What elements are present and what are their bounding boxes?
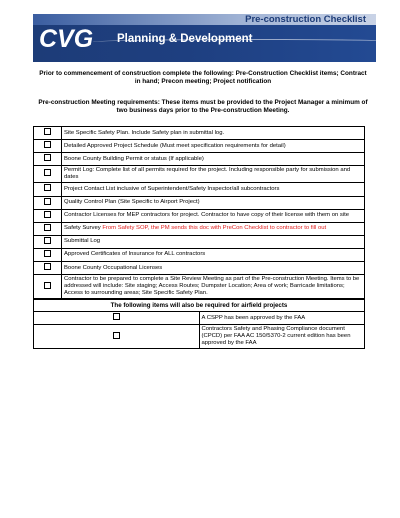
checkbox-cell	[34, 325, 200, 349]
checkbox[interactable]	[44, 141, 51, 148]
item-cell	[62, 153, 365, 166]
checklist-row	[34, 140, 365, 153]
item-cell	[62, 196, 365, 209]
checkbox-cell	[34, 127, 62, 140]
checkbox[interactable]	[44, 224, 51, 231]
checklist-row	[34, 312, 365, 325]
checkbox-cell	[34, 275, 62, 299]
checkbox[interactable]	[44, 211, 51, 218]
checklist-row	[34, 222, 365, 235]
checklist-row	[34, 153, 365, 166]
cvg-logo: CVG	[39, 25, 94, 53]
item-text: Permit Log: Complete list of all permits required for the project. Including responsible party for submission and dates	[64, 167, 351, 181]
airfield-table	[33, 299, 365, 349]
item-cell	[62, 235, 365, 248]
checkbox-cell	[34, 248, 62, 261]
checkbox-cell	[34, 312, 200, 325]
checkbox-cell	[34, 183, 62, 196]
item-cell	[62, 262, 365, 275]
item-cell	[199, 325, 365, 349]
checklist-row	[34, 262, 365, 275]
checkbox[interactable]	[113, 313, 120, 320]
checkbox-cell	[34, 235, 62, 248]
item-cell	[62, 275, 365, 299]
checkbox[interactable]	[44, 128, 51, 135]
item-text: Contractor Licenses for MEP contractors for project. Contractor to have copy of their license with them on site	[64, 212, 350, 219]
item-text: Detailed Approved Project Schedule (Must meet specification requirements for detail)	[64, 142, 286, 149]
item-cell	[62, 127, 365, 140]
item-cell	[62, 248, 365, 261]
checkbox-cell	[34, 262, 62, 275]
item-text: Project Contact List inclusive of Superintendent/Safety Inspector/all subcontractors	[64, 185, 280, 192]
item-text: Approved Certificates of Insurance for ALL contractors	[64, 251, 206, 258]
checkbox[interactable]	[113, 332, 120, 339]
checklist-row	[34, 235, 365, 248]
checklist-row	[34, 183, 365, 196]
checklist-row	[34, 275, 365, 299]
checkbox-cell	[34, 209, 62, 222]
airfield-heading: The following items will also be required for airfield projects	[34, 300, 365, 312]
item-text: Quality Control Plan (Site Specific to Airport Project)	[64, 199, 200, 206]
item-cell	[62, 209, 365, 222]
item-text: Site Specific Safety Plan. Include Safety plan in submittal log.	[64, 129, 225, 136]
checklist-row	[34, 209, 365, 222]
intro-text	[38, 70, 368, 128]
checklist-row	[34, 248, 365, 261]
checkbox-cell	[34, 153, 62, 166]
checklist-row	[34, 325, 365, 349]
airfield-header-row	[34, 300, 365, 312]
checkbox[interactable]	[44, 282, 51, 289]
item-text: Safety Survey	[64, 225, 101, 232]
checkbox[interactable]	[44, 184, 51, 191]
checkbox[interactable]	[44, 169, 51, 176]
item-text: Boone County Building Permit or status (If applicable)	[64, 155, 204, 162]
checklist-row	[34, 127, 365, 140]
checklist-row	[34, 166, 365, 183]
item-note: From Safety SOP, the PM sends this doc with PreCon Checklist to contractor to fill out	[102, 225, 327, 232]
item-text: Contractor to be prepared to complete a Site Review Meeting as part of the Pre-construction Meeting. Items to be addressed will include: Site staging; Access Routes; Dumpster Location; Area of work; Barricade limitations; Access to surrounding areas; Site Specific Safety Plan.	[64, 276, 360, 297]
checkbox[interactable]	[44, 250, 51, 257]
item-cell	[62, 140, 365, 153]
item-text: Contractors Safety and Phasing Compliance document (CPCD) per FAA AC 150/5370-2 current edition has been approved by the FAA	[201, 326, 351, 347]
item-text: Boone County Occupational Licenses	[64, 264, 163, 271]
header-banner	[33, 14, 376, 62]
checkbox[interactable]	[44, 198, 51, 205]
item-text: A CSPP has been approved by the FAA	[201, 314, 306, 321]
checkbox[interactable]	[44, 237, 51, 244]
item-cell	[62, 166, 365, 183]
item-cell	[62, 183, 365, 196]
item-text: Submittal Log	[64, 238, 101, 245]
department-title: Planning & Development	[117, 33, 253, 45]
checkbox-cell	[34, 140, 62, 153]
checkbox-cell	[34, 222, 62, 235]
checklist-row	[34, 196, 365, 209]
checkbox-cell	[34, 196, 62, 209]
checklist-table	[33, 126, 365, 299]
checklist-title: Pre-construction Checklist	[245, 14, 366, 25]
checkbox[interactable]	[44, 263, 51, 270]
intro-line-2: Pre-construction Meeting requirements: These items must be provided to the Project Manager a minimum of two business days prior to the Pre-construction Meeting.	[38, 98, 368, 115]
checkbox[interactable]	[44, 154, 51, 161]
intro-line-1: Prior to commencement of construction complete the following: Pre-Construction Checklist items; Contract in hand; Precon meeting; Project notification	[39, 70, 367, 86]
checkbox-cell	[34, 166, 62, 183]
item-cell	[62, 222, 365, 235]
item-cell	[199, 312, 365, 325]
